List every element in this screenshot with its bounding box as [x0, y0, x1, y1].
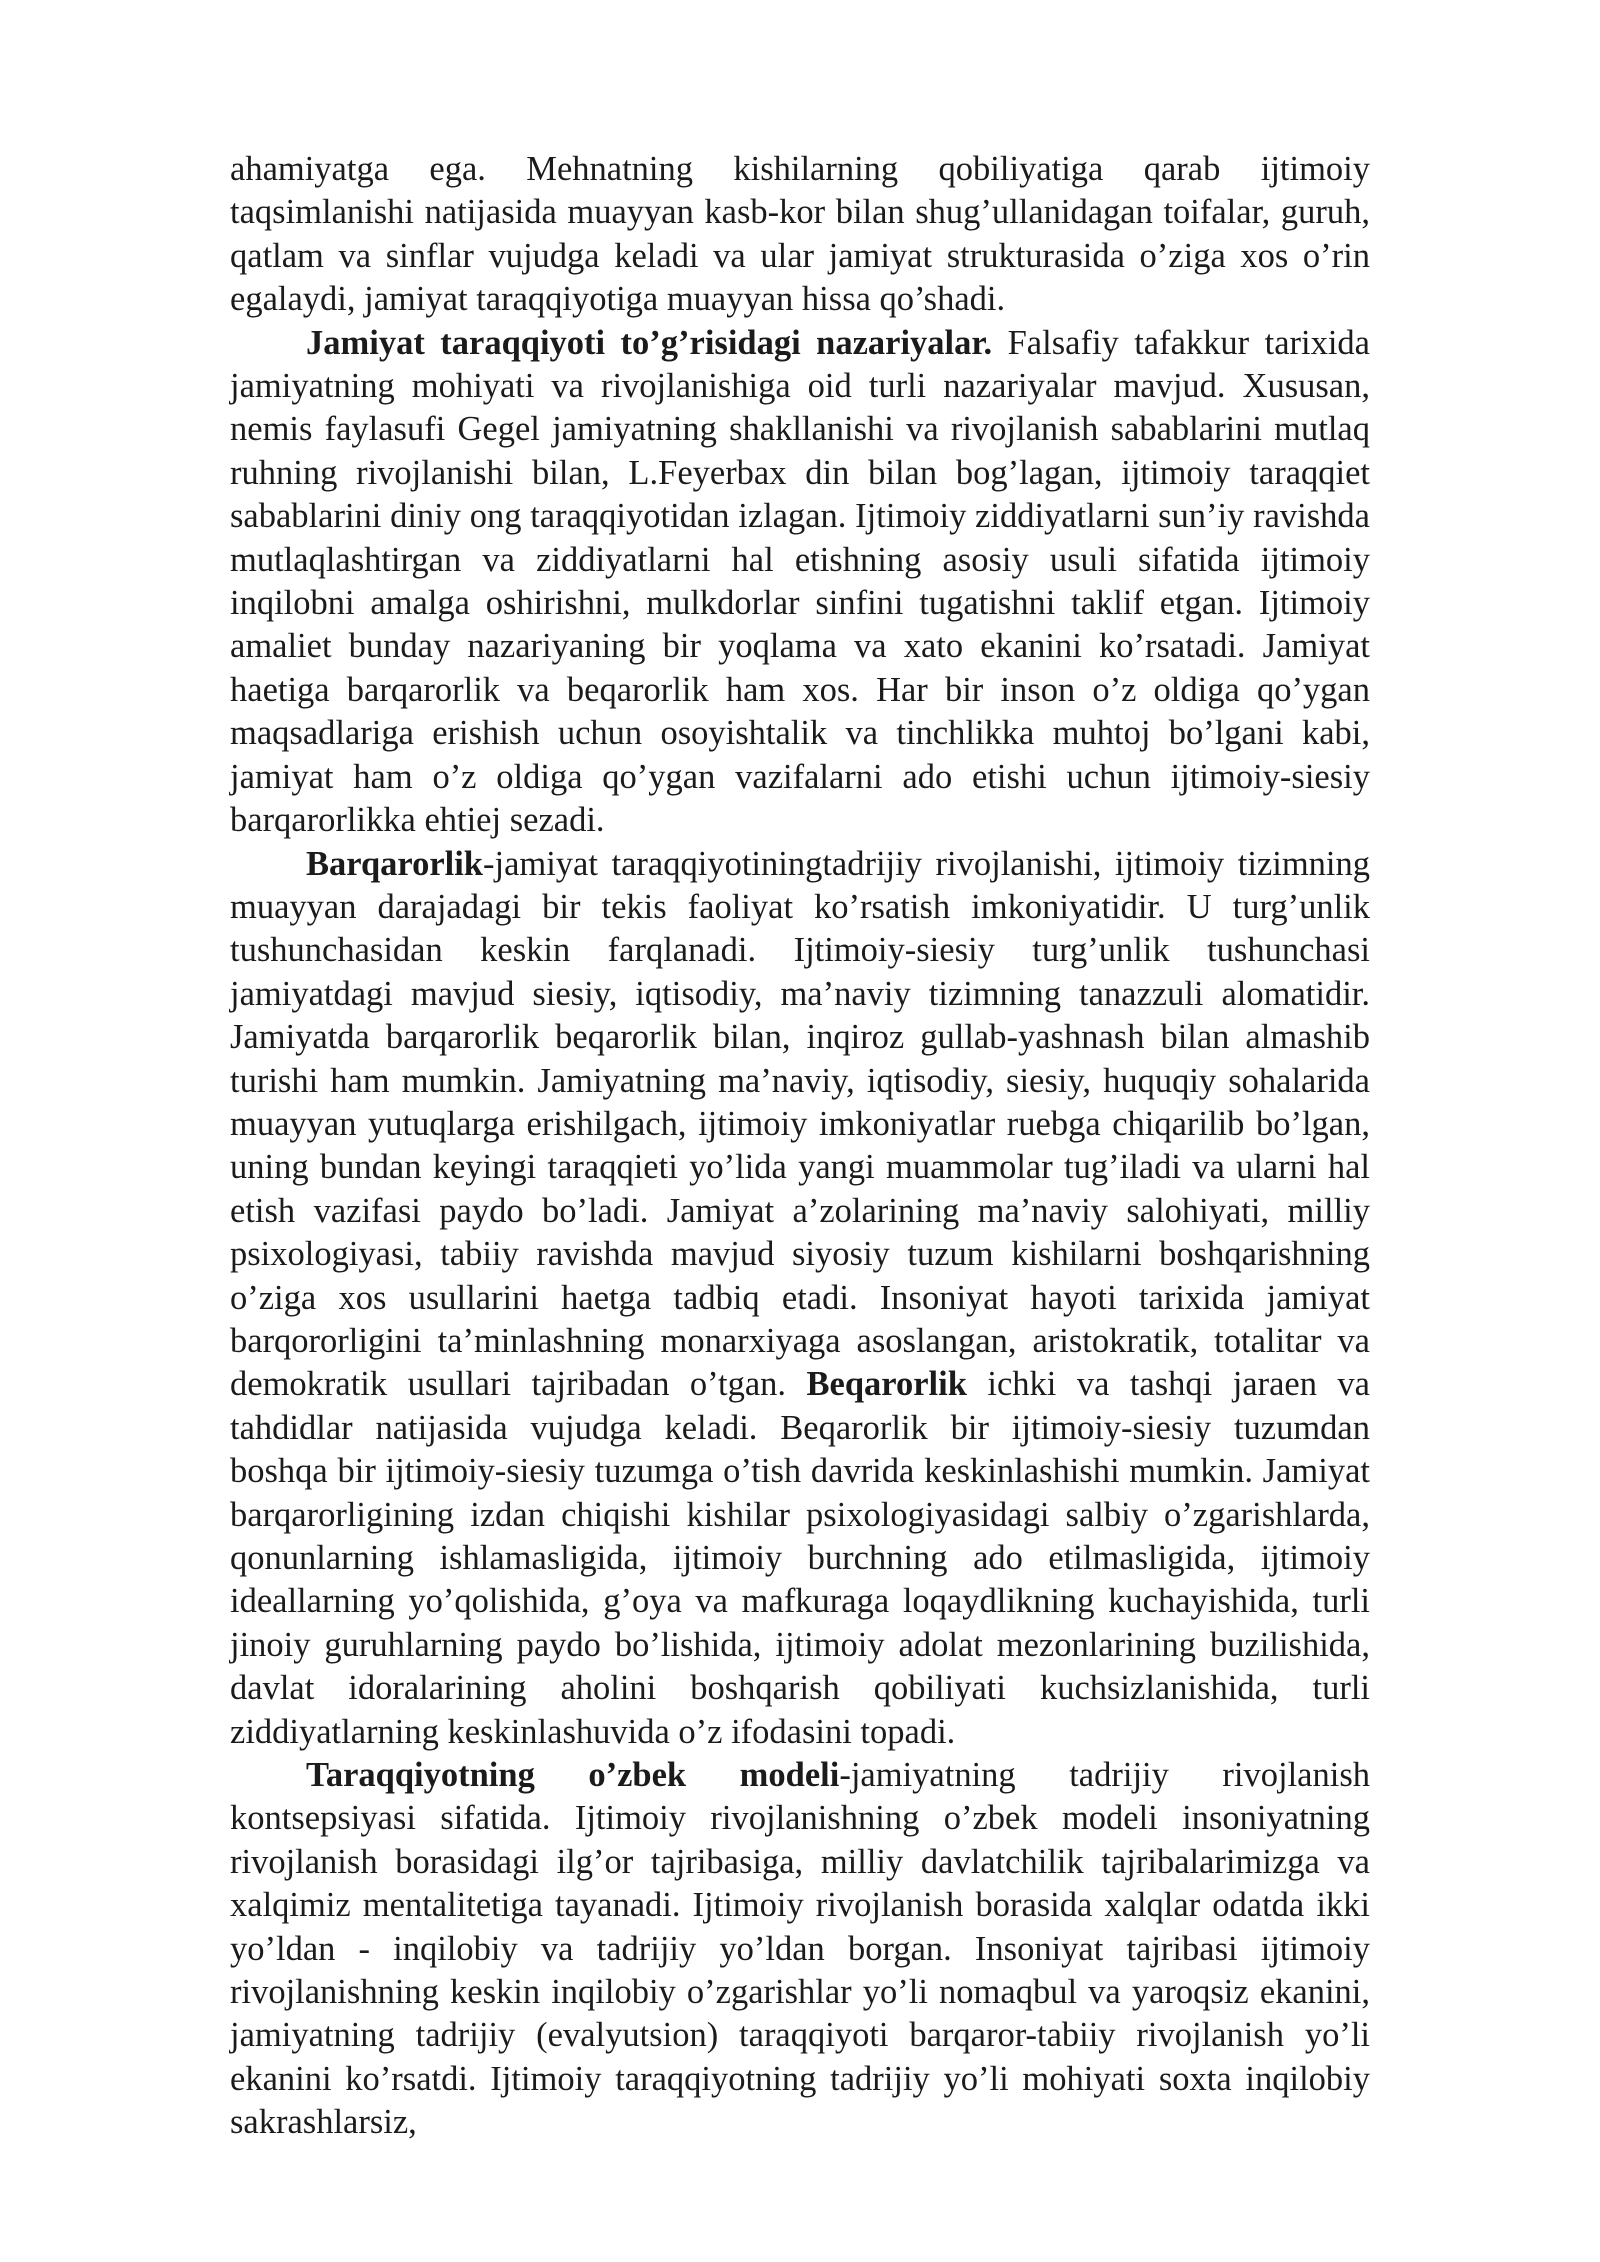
- paragraph-3: [230, 843, 1370, 1755]
- paragraph-1: [230, 148, 1370, 322]
- paragraph-4-text: -jamiyatning tadrijiy rivojlanish kontsepsiyasi sifatida. Ijtimoiy rivojlanishning o’zbek modeli insoniyatning rivojlanish borasidagi ilg’or tajribasiga, milliy davlatchilik tajribalarimizga va xalqimiz mentalitetiga tayanadi. Ijtimoiy rivojlanish borasida xalqlar odatda ikki yo’ldan - inqilobiy va tadrijiy yo’ldan borgan. Insoniyat tajribasi ijtimoiy rivojlanishning keskin inqilobiy o’zgarishlar yo’li nomaqbul va yaroqsiz ekanini, jamiyatning tadrijiy (evalyutsion) taraqqiyoti barqaror-tabiiy rivojlanish yo’li ekanini ko’rsatdi. Ijtimoiy taraqqiyotning tadrijiy yo’li mohiyati soxta inqilobiy sakrashlarsiz,: [230, 1756, 1370, 2142]
- paragraph-4-heading: Taraqqiyotning o’zbek modeli: [306, 1756, 840, 1795]
- paragraph-1-text: ahamiyatga ega. Mehnatning kishilarning qobiliyatiga qarab ijtimoiy taqsimlanishi natijasida muayyan kasb-kor bilan shug’ullanidagan toifalar, guruh, qatlam va sinflar vujudga keladi va ular jamiyat strukturasida o’ziga xos o’rin egalaydi, jamiyat taraqqiyotiga muayyan hissa qo’shadi.: [230, 150, 1370, 319]
- document-page: [230, 148, 1370, 2145]
- paragraph-2: [230, 322, 1370, 843]
- paragraph-3-heading: Barqarorlik: [306, 844, 483, 883]
- paragraph-3-text: -jamiyat taraqqiyotiningtadrijiy rivojlanishi, ijtimoiy tizimning muayyan darajadagi bir tekis faoliyat ko’rsatish imkoniyatidir. U turg’unlik tushunchasidan keskin farqlanadi. Ijtimoiy-siesiy turg’unlik tushunchasi jamiyatdagi mavjud siesiy, iqtisodiy, ma’naviy tizimning tanazzuli alomatidir. Jamiyatda barqarorlik beqarorlik bilan, inqiroz gullab-yashnash bilan almashib turishi ham mumkin. Jamiyatning ma’naviy, iqtisodiy, siesiy, huquqiy sohalarida muayyan yutuqlarga erishilgach, ijtimoiy imkoniyatlar ruebga chiqarilib bo’lgan, uning bundan keyingi taraqqieti yo’lida yangi muammolar tug’iladi va ularni hal etish vazifasi paydo bo’ladi. Jamiyat a’zolarining ma’naviy salohiyati, milliy psixologiyasi, tabiiy ravishda mavjud siyosiy tuzum kishilarni boshqarishning o’ziga xos usullarini haetga tadbiq etadi. Insoniyat hayoti tarixida jamiyat barqororligini ta’minlashning monarxiyaga asoslangan, aristokratik, totalitar va demokratik usullari tajribadan o’tgan.: [230, 844, 1370, 1404]
- paragraph-3-bold-term: Beqarorlik: [806, 1365, 967, 1404]
- paragraph-2-text: Falsafiy tafakkur tarixida jamiyatning mohiyati va rivojlanishiga oid turli nazariyalar mavjud. Xususan, nemis faylasufi Gegel jamiyatning shakllanishi va rivojlanish sabablarini mutlaq ruhning rivojlanishi bilan, L.Feyerbax din bilan bog’lagan, ijtimoiy taraqqiet sabablarini diniy ong taraqqiyotidan izlagan. Ijtimoiy ziddiyatlarni sun’iy ravishda mutlaqlashtirgan va ziddiyatlarni hal etishning asosiy usuli sifatida ijtimoiy inqilobni amalga oshirishni, mulkdorlar sinfini tugatishni taklif etgan. Ijtimoiy amaliet bunday nazariyaning bir yoqlama va xato ekanini ko’rsatadi. Jamiyat haetiga barqarorlik va beqarorlik ham xos. Har bir inson o’z oldiga qo’ygan maqsadlariga erishish uchun osoyishtalik va tinchlikka muhtoj bo’lgani kabi, jamiyat ham o’z oldiga qo’ygan vazifalarni ado etishi uchun ijtimoiy-siesiy barqarorlikka ehtiej sezadi.: [230, 323, 1370, 840]
- paragraph-4: [230, 1754, 1370, 2145]
- paragraph-3-tail: ichki va tashqi jaraen va tahdidlar natijasida vujudga keladi. Beqarorlik bir ijtimoiy-siesiy tuzumdan boshqa bir ijtimoiy-siesiy tuzumga o’tish davrida keskinlashishi mumkin. Jamiyat barqarorligining izdan chiqishi kishilar psixologiyasidagi salbiy o’zgarishlarda, qonunlarning ishlamasligida, ijtimoiy burchning ado etilmasligida, ijtimoiy ideallarning yo’qolishida, g’oya va mafkuraga loqaydlikning kuchayishida, turli jinoiy guruhlarning paydo bo’lishida, ijtimoiy adolat mezonlarining buzilishida, davlat idoralarining aholini boshqarish qobiliyati kuchsizlanishida, turli ziddiyatlarning keskinlashuvida o’z ifodasini topadi.: [230, 1365, 1370, 1751]
- paragraph-2-heading: Jamiyat taraqqiyoti to’g’risidagi nazariyalar.: [306, 323, 993, 362]
